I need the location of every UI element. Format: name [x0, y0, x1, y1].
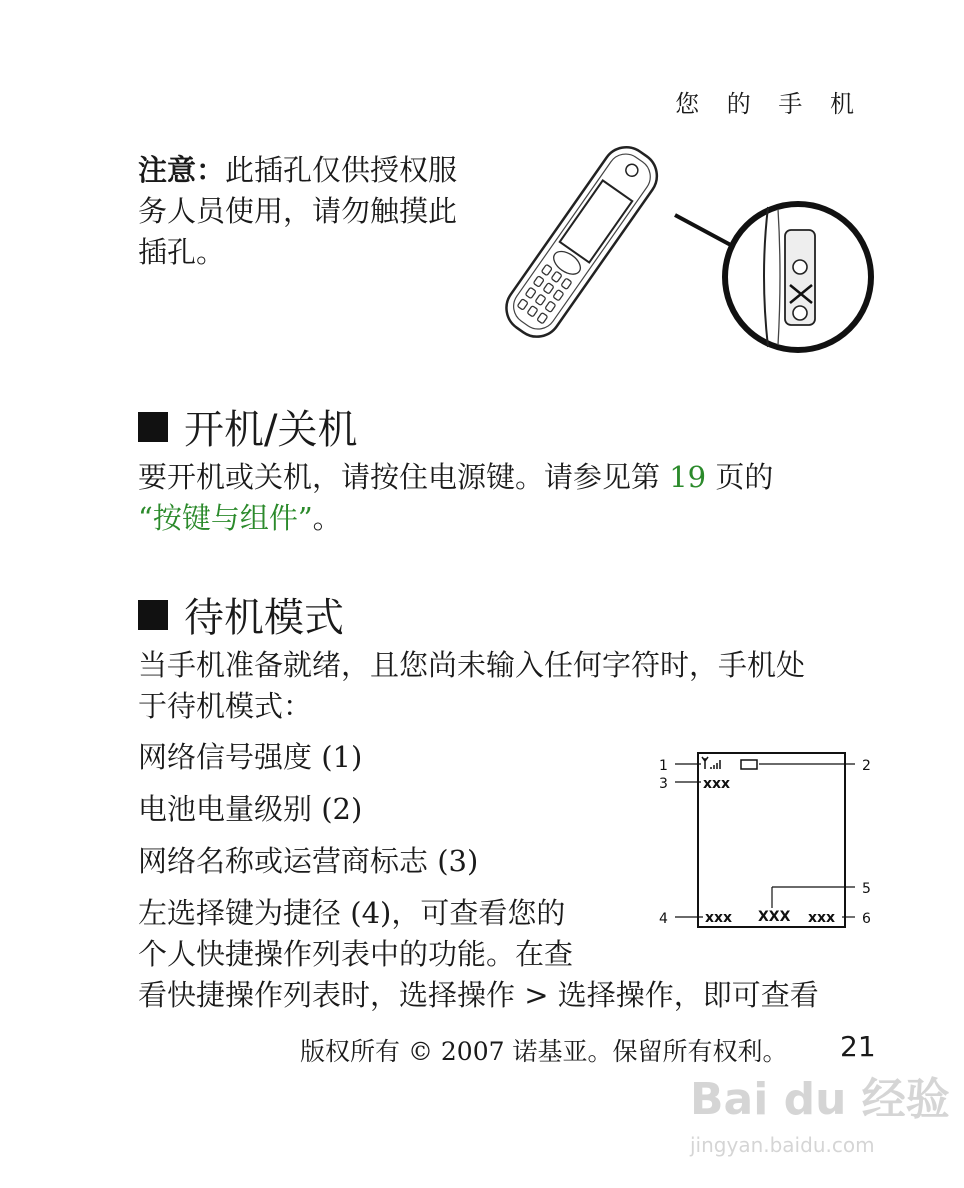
power-paragraph [138, 457, 898, 539]
menu-term-options: 操作 [457, 978, 516, 1012]
standby-item-signal: 网络信号强度 (1) [138, 740, 363, 774]
note-label: 注意： [138, 153, 226, 187]
heading-square-bullet [138, 600, 168, 630]
note-line2: 务人员使用，请勿触摸此 [138, 194, 458, 228]
operator-name-text: xxx [703, 776, 731, 792]
note-line3: 插孔。 [138, 235, 226, 269]
menu-separator: > [515, 978, 558, 1012]
phone-body [497, 138, 666, 346]
callout-4: 4 [659, 911, 668, 927]
callout-3: 3 [659, 776, 668, 792]
left-softkey-text: xxx [705, 910, 733, 926]
standby-display-diagram [655, 745, 885, 935]
callout-5: 5 [862, 881, 871, 897]
watermark-brand: Bai du 经验 [690, 1074, 950, 1125]
shortcut-text-b: (4)，可查看您的 [341, 896, 566, 930]
shortcut-text-a: 左选择键为 [138, 896, 284, 930]
section-power-title: 开机/关机 [184, 407, 358, 453]
page-reference-link[interactable]: 19 [669, 460, 707, 494]
menu-term-select-options: 选择操作 [557, 978, 674, 1012]
callout-2: 2 [862, 758, 871, 774]
shortcut-term: 捷径 [283, 896, 342, 930]
section-heading-power [138, 398, 357, 455]
power-line2-tail: 。 [312, 501, 342, 535]
power-line1-text: 要开机或关机，请按住电源键。请参见第 [138, 460, 670, 494]
callout-6: 6 [862, 911, 871, 927]
page-number: 21 [840, 1030, 876, 1063]
watermark-logo [690, 1064, 950, 1164]
phone-illustration [500, 155, 880, 360]
shortcut-line3-a: 看快捷操作列表时，选择 [138, 978, 458, 1012]
watermark-url: jingyan.baidu.com [690, 1133, 875, 1157]
footer-copyright: 版权所有 © 2007 诺基亚。保留所有权利。 [300, 1037, 788, 1066]
standby-item-battery: 电池电量级别 (2) [138, 792, 363, 826]
zoom-detail-circle [725, 204, 871, 350]
right-softkey-text: xxx [808, 910, 836, 926]
shortcut-line3-b: ，即可查看 [673, 978, 819, 1012]
center-softkey-text: XXX [758, 909, 791, 925]
note-paragraph [138, 150, 498, 273]
section-standby-title: 待机模式 [184, 595, 344, 641]
standby-item-operator: 网络名称或运营商标志 (3) [138, 844, 479, 878]
section-heading-standby [138, 586, 344, 643]
shortcut-line2: 个人快捷操作列表中的功能。在查 [138, 937, 574, 971]
standby-intro-line1: 当手机准备就绪，且您尚未输入任何字符时，手机处 [138, 648, 806, 682]
standby-intro [138, 645, 898, 727]
note-line1: 此插孔仅供授权服 [225, 153, 458, 187]
heading-square-bullet [138, 412, 168, 442]
keys-and-parts-link[interactable]: “按键与组件” [138, 501, 313, 535]
page-header-title: 您 的 手 机 [675, 90, 864, 118]
power-line1-tail: 页的 [706, 460, 774, 494]
callout-1: 1 [659, 758, 668, 774]
standby-intro-line2: 于待机模式： [138, 689, 313, 723]
